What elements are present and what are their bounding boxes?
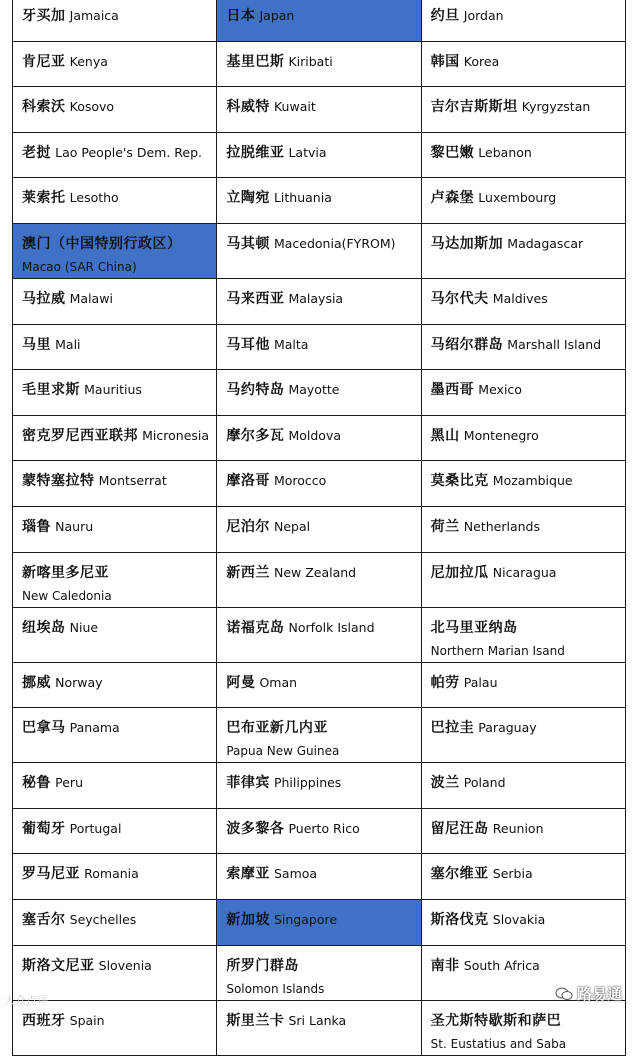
country-name-en: Romania bbox=[84, 866, 139, 882]
watermark-right-text: 路易通 bbox=[576, 985, 622, 1003]
country-name-en: New Zealand bbox=[273, 564, 357, 580]
country-name-zh: 波多黎各 bbox=[226, 820, 285, 837]
country-name-zh: 马里 bbox=[22, 336, 51, 353]
table-row bbox=[13, 708, 626, 763]
country-cell bbox=[217, 552, 421, 607]
country-cell bbox=[13, 461, 217, 507]
country-cell bbox=[13, 178, 217, 224]
country-name-en: Philippines bbox=[273, 775, 342, 791]
country-name-en: Reunion bbox=[492, 820, 544, 836]
country-name-en: Kiribati bbox=[288, 53, 333, 69]
country-cell bbox=[217, 415, 421, 461]
country-name-zh: 秘鲁 bbox=[22, 775, 51, 792]
country-cell bbox=[421, 607, 625, 662]
country-table bbox=[12, 0, 626, 1056]
country-cell bbox=[13, 87, 217, 133]
country-name-zh: 马来西亚 bbox=[226, 290, 285, 307]
country-cell bbox=[13, 41, 217, 87]
country-cell bbox=[217, 132, 421, 178]
country-cell bbox=[421, 899, 625, 945]
country-cell bbox=[13, 552, 217, 607]
country-name-zh: 黑山 bbox=[430, 427, 460, 444]
country-name-zh: 新加坡 bbox=[226, 911, 270, 928]
country-name-en: Luxembourg bbox=[478, 190, 557, 206]
country-cell bbox=[217, 370, 421, 416]
country-name-zh: 马约特岛 bbox=[226, 382, 285, 399]
country-name-zh: 纽埃岛 bbox=[22, 619, 66, 636]
country-name-zh: 牙买加 bbox=[22, 8, 66, 24]
country-name-en: Sri Lanka bbox=[288, 1012, 347, 1028]
country-name-en: Lao People's Dem. Rep. bbox=[55, 144, 202, 160]
country-name-zh: 葡萄牙 bbox=[22, 820, 66, 837]
table-row bbox=[13, 461, 626, 507]
country-cell bbox=[217, 899, 421, 945]
country-name-en: Lithuania bbox=[273, 190, 332, 206]
country-name-zh: 南非 bbox=[430, 957, 460, 974]
country-cell bbox=[13, 808, 217, 854]
country-cell bbox=[421, 461, 625, 507]
table-row bbox=[13, 0, 626, 41]
country-name-en: Nicaragua bbox=[492, 564, 557, 580]
country-name-zh: 拉脱维亚 bbox=[226, 144, 285, 161]
country-cell bbox=[421, 87, 625, 133]
country-name-en: Lesotho bbox=[69, 190, 119, 206]
country-cell bbox=[421, 708, 625, 763]
country-cell bbox=[13, 1000, 217, 1055]
country-cell bbox=[217, 324, 421, 370]
country-name-en: Korea bbox=[463, 53, 500, 69]
country-name-zh: 诺福克岛 bbox=[226, 619, 285, 636]
country-name-zh: 韩国 bbox=[430, 53, 460, 70]
country-name-zh: 澳门（中国特别行政区） bbox=[22, 235, 182, 252]
country-cell bbox=[217, 278, 421, 324]
table-row bbox=[13, 763, 626, 809]
table-row bbox=[13, 506, 626, 552]
country-name-en: Macao (SAR China) bbox=[22, 259, 137, 274]
country-name-en: Palau bbox=[463, 674, 498, 690]
country-name-en: Micronesia bbox=[142, 427, 210, 443]
country-name-en: Puerto Rico bbox=[288, 820, 360, 836]
country-cell bbox=[217, 945, 421, 1000]
country-cell bbox=[13, 506, 217, 552]
country-name-en: Moldova bbox=[288, 427, 342, 443]
country-name-zh: 黎巴嫩 bbox=[430, 144, 475, 161]
country-name-en: Kyrgyzstan bbox=[521, 99, 591, 115]
country-name-zh: 新喀里多尼亚 bbox=[22, 564, 109, 581]
country-name-zh: 圣尤斯特歇斯和萨巴 bbox=[430, 1012, 562, 1029]
table-row bbox=[13, 178, 626, 224]
country-name-en: Malta bbox=[273, 336, 309, 352]
country-name-zh: 马达加斯加 bbox=[430, 235, 504, 252]
country-name-zh: 塞舌尔 bbox=[22, 911, 66, 928]
country-cell bbox=[13, 854, 217, 900]
country-name-en: Kuwait bbox=[273, 99, 316, 115]
table-row bbox=[13, 415, 626, 461]
table-row bbox=[13, 132, 626, 178]
table-row bbox=[13, 87, 626, 133]
country-name-en: Maldives bbox=[492, 290, 548, 306]
country-name-en: South Africa bbox=[463, 957, 540, 973]
country-name-en: Niue bbox=[69, 619, 99, 635]
country-name-en: Oman bbox=[259, 674, 298, 690]
country-name-zh: 西班牙 bbox=[22, 1012, 66, 1029]
country-name-en: Macedonia(FYROM) bbox=[273, 235, 396, 251]
country-name-en: St. Eustatius and Saba bbox=[430, 1036, 567, 1051]
country-cell bbox=[217, 87, 421, 133]
country-name-zh: 马绍尔群岛 bbox=[430, 336, 504, 353]
country-name-en: Serbia bbox=[492, 866, 533, 882]
country-name-zh: 斯里兰卡 bbox=[226, 1012, 285, 1029]
table-row bbox=[13, 370, 626, 416]
country-name-en: Mozambique bbox=[492, 473, 573, 489]
country-cell bbox=[217, 607, 421, 662]
country-cell bbox=[421, 415, 625, 461]
country-cell bbox=[217, 808, 421, 854]
country-cell bbox=[421, 662, 625, 708]
country-cell bbox=[421, 506, 625, 552]
wechat-icon bbox=[555, 987, 573, 1001]
table-row bbox=[13, 662, 626, 708]
country-name-en: Nauru bbox=[55, 518, 94, 534]
country-cell bbox=[421, 763, 625, 809]
country-name-zh: 科威特 bbox=[226, 99, 270, 116]
country-name-zh: 北马里亚纳岛 bbox=[430, 619, 518, 636]
country-cell bbox=[421, 0, 625, 41]
country-cell bbox=[421, 324, 625, 370]
country-name-en: Malaysia bbox=[288, 290, 344, 306]
country-name-zh: 基里巴斯 bbox=[226, 53, 285, 70]
country-name-zh: 瑙鲁 bbox=[22, 518, 51, 535]
country-name-en: Marshall Island bbox=[507, 336, 602, 352]
country-cell bbox=[13, 324, 217, 370]
country-cell bbox=[217, 223, 421, 278]
country-cell bbox=[13, 607, 217, 662]
country-name-en: Seychelles bbox=[69, 911, 137, 927]
country-name-en: Slovenia bbox=[98, 957, 152, 973]
country-cell bbox=[421, 41, 625, 87]
country-cell bbox=[13, 708, 217, 763]
country-name-en: Northern Marian Isand bbox=[430, 643, 565, 658]
country-name-zh: 马其顿 bbox=[226, 235, 270, 252]
country-name-zh: 毛里求斯 bbox=[22, 382, 80, 399]
country-cell bbox=[13, 223, 217, 278]
country-name-zh: 罗马尼亚 bbox=[22, 866, 80, 883]
country-name-zh: 巴拿马 bbox=[22, 720, 66, 737]
country-cell bbox=[421, 278, 625, 324]
country-name-en: Peru bbox=[55, 775, 83, 791]
country-cell bbox=[13, 0, 217, 41]
country-name-zh: 莫桑比克 bbox=[430, 473, 489, 490]
country-name-zh: 阿曼 bbox=[226, 674, 256, 691]
country-cell bbox=[421, 223, 625, 278]
country-name-en: Panama bbox=[69, 720, 120, 736]
country-cell bbox=[217, 461, 421, 507]
country-name-zh: 肯尼亚 bbox=[22, 53, 66, 70]
country-name-en: Mauritius bbox=[84, 382, 142, 398]
country-name-en: Madagascar bbox=[507, 235, 584, 251]
country-cell bbox=[217, 763, 421, 809]
country-name-en: Portugal bbox=[69, 820, 122, 836]
country-name-zh: 挪威 bbox=[22, 674, 51, 691]
country-name-en: Norway bbox=[55, 674, 103, 690]
country-cell bbox=[217, 708, 421, 763]
country-name-zh: 马尔代夫 bbox=[430, 290, 489, 307]
country-name-zh: 巴布亚新几内亚 bbox=[226, 720, 328, 737]
table-row bbox=[13, 552, 626, 607]
country-name-en: Netherlands bbox=[463, 518, 540, 534]
country-cell bbox=[13, 662, 217, 708]
country-cell bbox=[217, 178, 421, 224]
country-name-en: Mayotte bbox=[288, 382, 340, 398]
table-row bbox=[13, 41, 626, 87]
country-name-zh: 斯洛伐克 bbox=[430, 911, 489, 928]
country-name-zh: 索摩亚 bbox=[226, 866, 270, 883]
table-row bbox=[13, 1000, 626, 1055]
country-name-en: Nepal bbox=[273, 518, 311, 534]
country-cell bbox=[421, 552, 625, 607]
country-name-en: Mali bbox=[55, 336, 81, 352]
country-name-en: New Caledonia bbox=[22, 588, 112, 603]
country-name-en: Latvia bbox=[288, 144, 327, 160]
country-cell bbox=[421, 1000, 625, 1055]
country-name-en: Samoa bbox=[273, 866, 318, 882]
table-row bbox=[13, 945, 626, 1000]
country-name-en: Paraguay bbox=[478, 720, 537, 736]
table-row bbox=[13, 854, 626, 900]
country-cell bbox=[13, 899, 217, 945]
country-name-zh: 巴拉圭 bbox=[430, 720, 475, 737]
country-name-en: Montenegro bbox=[463, 427, 539, 443]
country-name-zh: 荷兰 bbox=[430, 518, 460, 535]
country-name-en: Japan bbox=[259, 8, 295, 23]
country-name-en: Poland bbox=[463, 775, 506, 791]
country-name-en: Jordan bbox=[463, 8, 504, 23]
country-name-zh: 卢森堡 bbox=[430, 190, 475, 207]
country-name-en: Montserrat bbox=[98, 473, 167, 489]
country-name-en: Solomon Islands bbox=[226, 981, 325, 996]
country-name-zh: 蒙特塞拉特 bbox=[22, 473, 95, 490]
country-name-zh: 马耳他 bbox=[226, 336, 270, 353]
country-name-en: Mexico bbox=[478, 382, 522, 398]
country-name-en: Slovakia bbox=[492, 911, 546, 927]
country-cell bbox=[13, 763, 217, 809]
country-name-zh: 尼加拉瓜 bbox=[430, 564, 489, 581]
country-cell bbox=[13, 132, 217, 178]
country-name-zh: 密克罗尼西亚联邦 bbox=[22, 427, 138, 444]
country-cell bbox=[421, 132, 625, 178]
country-name-en: Morocco bbox=[273, 473, 327, 489]
country-cell bbox=[217, 506, 421, 552]
country-name-en: Lebanon bbox=[478, 144, 532, 160]
table-row bbox=[13, 324, 626, 370]
country-cell bbox=[421, 808, 625, 854]
country-name-zh: 波兰 bbox=[430, 775, 460, 792]
country-name-zh: 立陶宛 bbox=[226, 190, 270, 207]
country-name-zh: 斯洛文尼亚 bbox=[22, 957, 95, 974]
country-name-zh: 约旦 bbox=[430, 8, 460, 24]
country-name-en: Jamaica bbox=[69, 8, 119, 23]
country-cell bbox=[421, 178, 625, 224]
country-cell bbox=[217, 1000, 421, 1055]
country-name-zh: 吉尔吉斯斯坦 bbox=[430, 99, 518, 116]
country-name-en: Norfolk Island bbox=[288, 619, 375, 635]
table-row bbox=[13, 278, 626, 324]
country-name-en: Malawi bbox=[69, 290, 113, 306]
country-name-zh: 摩尔多瓦 bbox=[226, 427, 285, 444]
country-name-en: Papua New Guinea bbox=[226, 744, 340, 759]
country-cell bbox=[217, 41, 421, 87]
country-name-zh: 菲律宾 bbox=[226, 775, 270, 792]
country-name-zh: 尼泊尔 bbox=[226, 518, 270, 535]
watermark-left bbox=[4, 992, 48, 1008]
country-name-zh: 墨西哥 bbox=[430, 382, 475, 399]
country-name-zh: 留尼汪岛 bbox=[430, 820, 489, 837]
country-name-en: Kosovo bbox=[69, 99, 115, 115]
country-cell bbox=[13, 278, 217, 324]
country-name-zh: 科索沃 bbox=[22, 99, 66, 116]
country-name-zh: 莱索托 bbox=[22, 190, 66, 207]
watermark-right bbox=[555, 983, 622, 1004]
watermark-left-text: 大众点评 bbox=[4, 994, 48, 1007]
table-row bbox=[13, 899, 626, 945]
country-cell bbox=[217, 0, 421, 41]
country-cell bbox=[217, 854, 421, 900]
country-name-en: Spain bbox=[69, 1012, 105, 1028]
table-row bbox=[13, 808, 626, 854]
country-name-zh: 帕劳 bbox=[430, 674, 460, 691]
country-name-zh: 新西兰 bbox=[226, 564, 270, 581]
country-cell bbox=[13, 415, 217, 461]
country-name-en: Singapore bbox=[273, 911, 338, 927]
country-name-zh: 日本 bbox=[226, 8, 256, 24]
country-cell bbox=[217, 662, 421, 708]
table-row bbox=[13, 607, 626, 662]
country-name-zh: 塞尔维亚 bbox=[430, 866, 489, 883]
country-name-zh: 所罗门群岛 bbox=[226, 957, 299, 974]
table-row bbox=[13, 223, 626, 278]
country-name-zh: 马拉威 bbox=[22, 290, 66, 307]
country-name-zh: 摩洛哥 bbox=[226, 473, 270, 490]
country-name-en: Kenya bbox=[69, 53, 108, 69]
country-cell bbox=[421, 370, 625, 416]
country-table-body bbox=[13, 0, 626, 1055]
country-cell bbox=[13, 370, 217, 416]
country-cell bbox=[421, 854, 625, 900]
country-name-zh: 老挝 bbox=[22, 144, 51, 161]
